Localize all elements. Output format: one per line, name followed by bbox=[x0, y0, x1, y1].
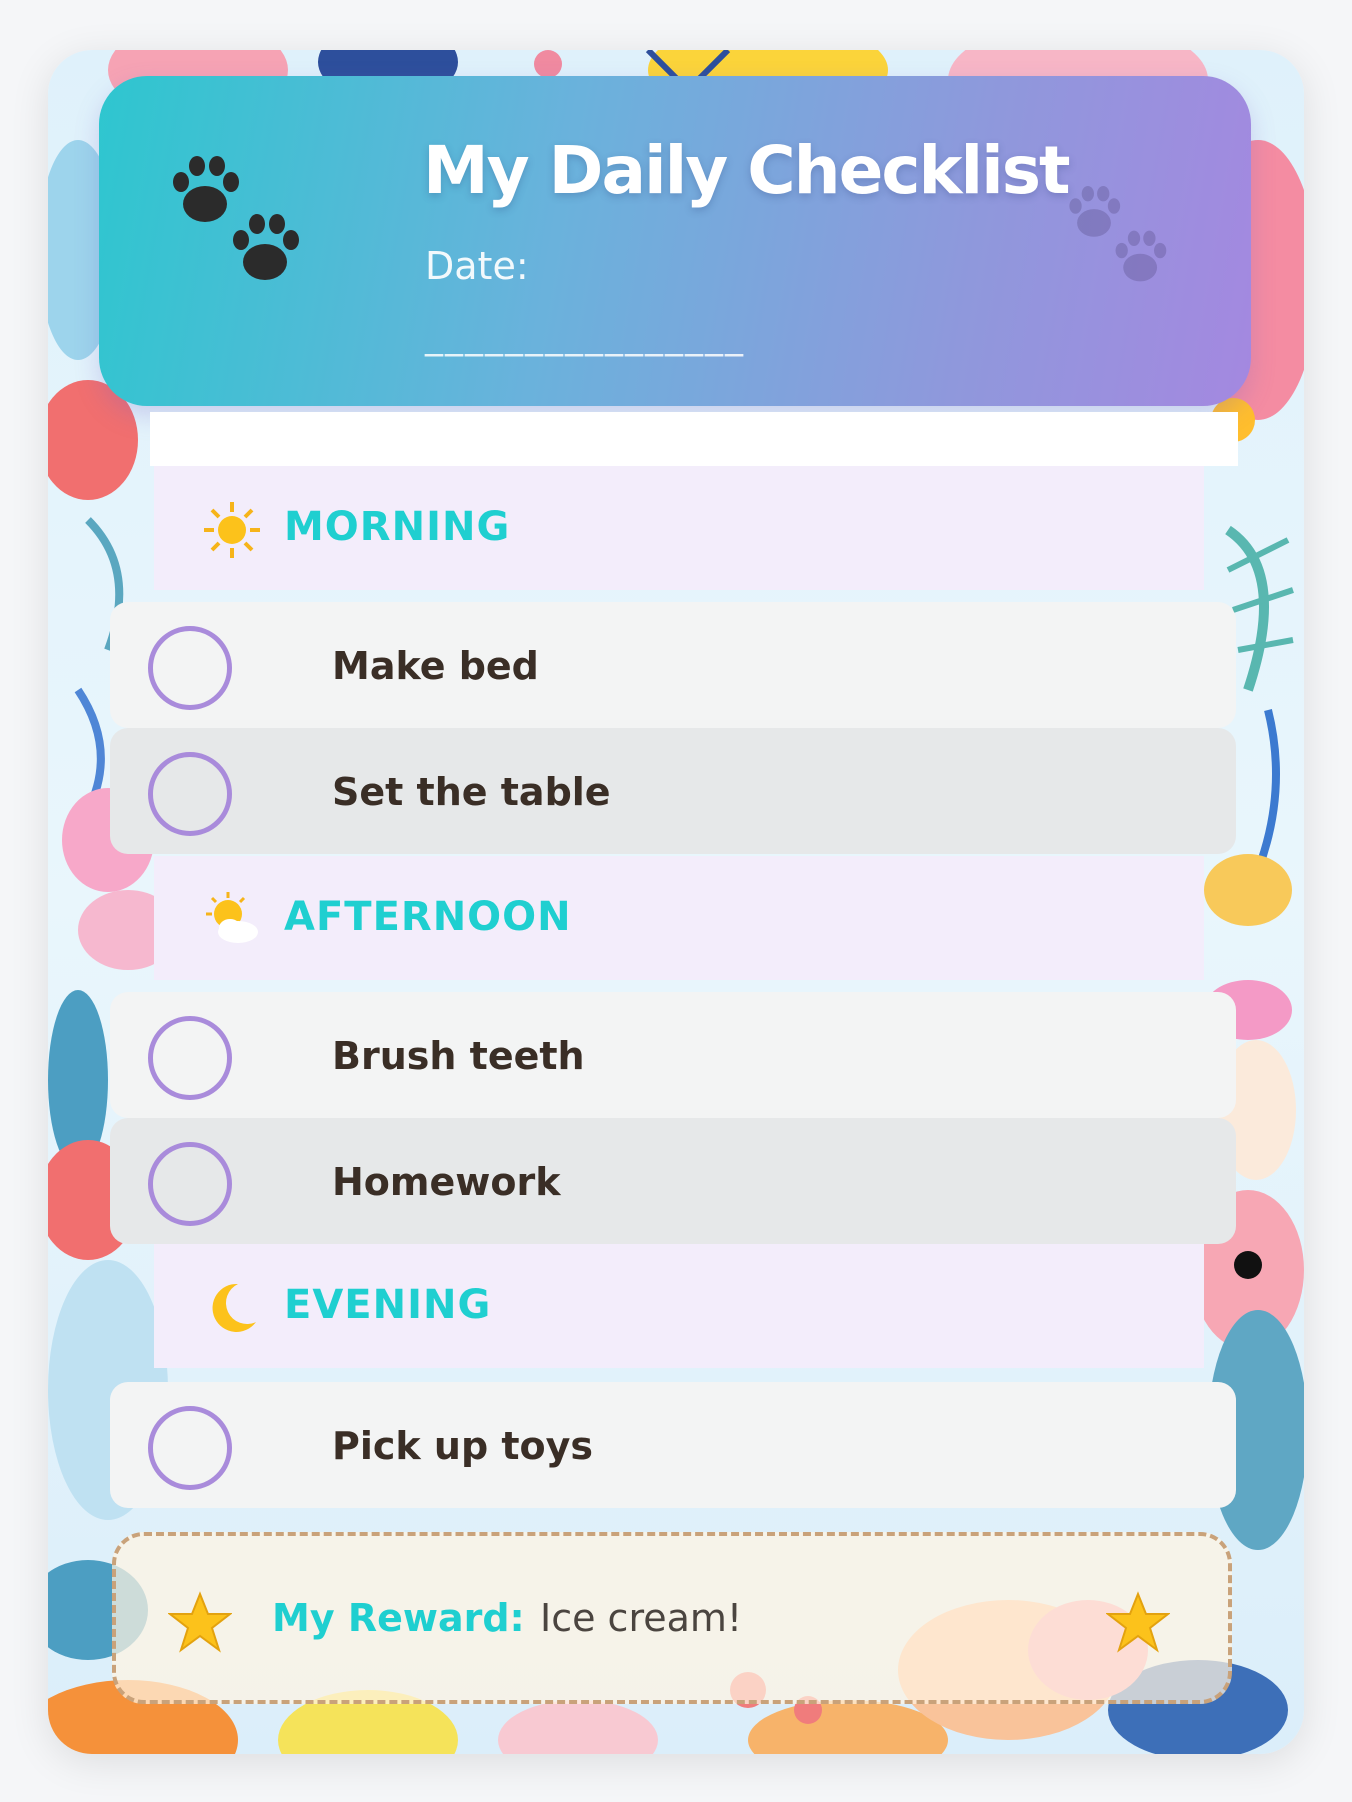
star-icon bbox=[168, 1590, 232, 1654]
task-checkbox[interactable] bbox=[148, 1016, 232, 1100]
task-label: Brush teeth bbox=[332, 1034, 585, 1078]
paw-prints-icon bbox=[161, 156, 301, 286]
section-evening bbox=[154, 1244, 1204, 1368]
task-label: Set the table bbox=[332, 770, 611, 814]
task-checkbox[interactable] bbox=[148, 1142, 232, 1226]
task-label: Homework bbox=[332, 1160, 561, 1204]
section-morning bbox=[154, 466, 1204, 590]
task-label: Pick up toys bbox=[332, 1424, 594, 1468]
star-icon bbox=[1106, 1590, 1170, 1654]
reward-value[interactable]: Ice cream! bbox=[540, 1596, 743, 1640]
faded-paw-prints-icon bbox=[1059, 186, 1169, 286]
spacer bbox=[150, 412, 1238, 466]
task-row[interactable] bbox=[110, 1118, 1236, 1244]
task-row[interactable] bbox=[110, 992, 1236, 1118]
section-label: EVENING bbox=[284, 1282, 492, 1328]
reward-box bbox=[112, 1532, 1232, 1704]
page-title: My Daily Checklist bbox=[423, 132, 1069, 209]
sun-icon bbox=[202, 500, 262, 560]
section-label: MORNING bbox=[284, 504, 511, 550]
task-checkbox[interactable] bbox=[148, 1406, 232, 1490]
date-label: Date: bbox=[425, 244, 529, 288]
moon-icon bbox=[202, 1278, 262, 1338]
section-afternoon bbox=[154, 856, 1204, 980]
header-banner bbox=[99, 76, 1251, 406]
sun-cloud-icon bbox=[202, 890, 262, 950]
task-checkbox[interactable] bbox=[148, 626, 232, 710]
task-row[interactable] bbox=[110, 1382, 1236, 1508]
date-input-line[interactable]: ________________ bbox=[425, 316, 745, 357]
task-row[interactable] bbox=[110, 602, 1236, 728]
section-label: AFTERNOON bbox=[284, 894, 572, 940]
task-row[interactable] bbox=[110, 728, 1236, 854]
checklist-card bbox=[48, 50, 1304, 1754]
reward-label: My Reward: bbox=[272, 1596, 525, 1640]
task-label: Make bed bbox=[332, 644, 539, 688]
task-checkbox[interactable] bbox=[148, 752, 232, 836]
